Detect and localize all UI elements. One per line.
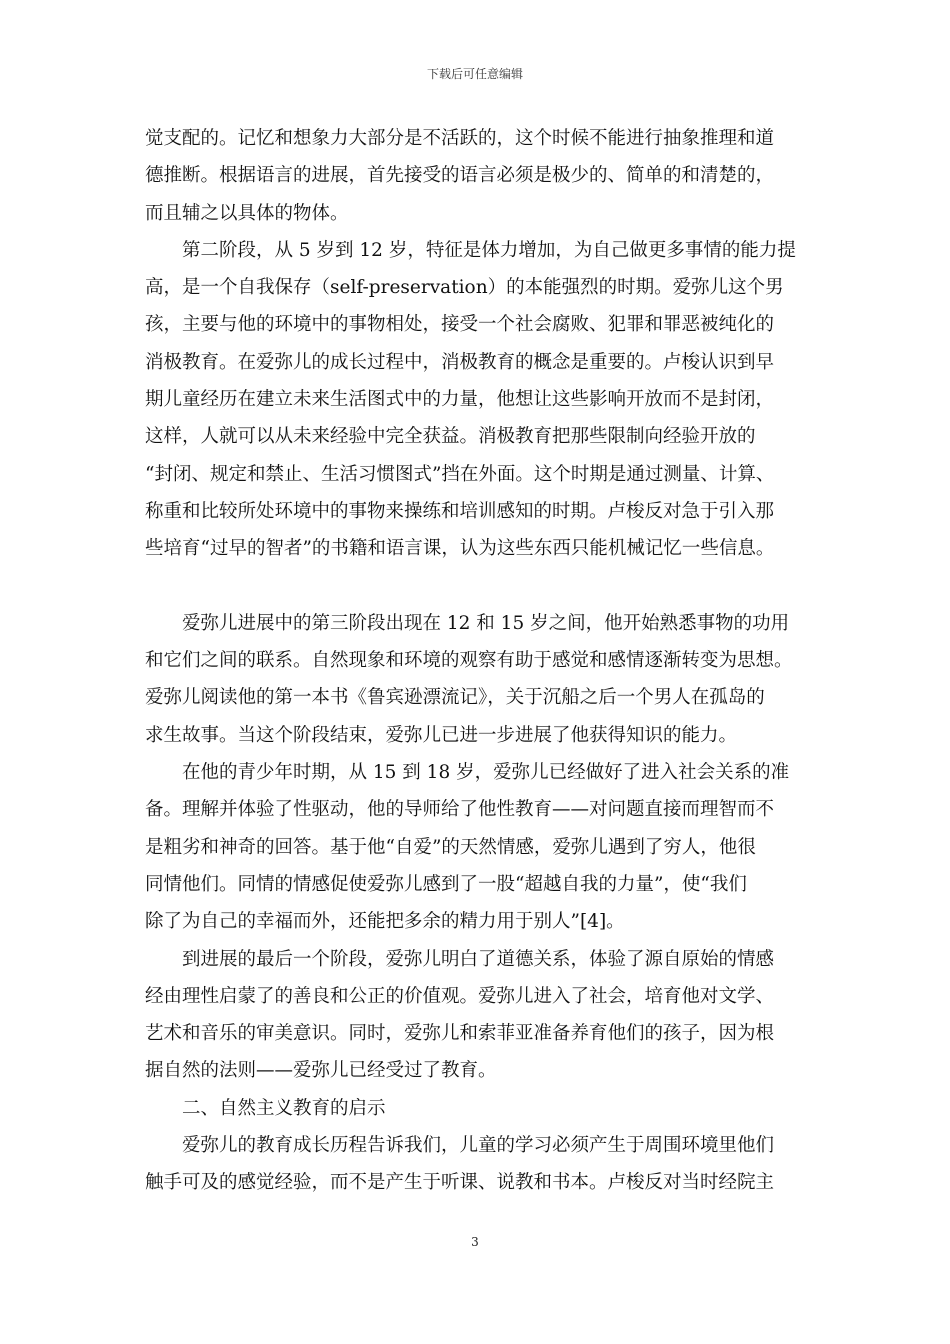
text-line: 德推断。根据语言的进展，首先接受的语言必须是极少的、简单的和清楚的， <box>145 165 775 187</box>
text-line: 备。理解并体验了性驱动，他的导师给了他性教育——对问题直接而理智而不 <box>145 799 775 821</box>
text-line: 触手可及的感觉经验，而不是产生于听课、说教和书本。卢梭反对当时经院主 <box>145 1172 775 1194</box>
text-line: 消极教育。在爱弥儿的成长过程中，消极教育的概念是重要的。卢梭认识到早 <box>145 351 775 373</box>
paragraph-start-line: 爱弥儿的教育成长历程告诉我们，儿童的学习必须产生于周围环境里他们 <box>182 1135 775 1157</box>
paragraph-start-line: 爱弥儿进展中的第三阶段出现在 12 和 15 岁之间，他开始熟悉事物的功用 <box>182 612 790 634</box>
section-heading: 二、自然主义教育的启示 <box>182 1097 386 1119</box>
text-line: 高，是一个自我保存（self-preservation）的本能强烈的时期。爱弥儿这个男 <box>145 277 784 299</box>
page-number: 3 <box>471 1235 479 1249</box>
text-line: “封闭、规定和禁止、生活习惯图式”挡在外面。这个时期是通过测量、计算、 <box>145 463 775 485</box>
page-header: 下载后可任意编辑 <box>426 67 523 81</box>
paragraph-start-line: 在他的青少年时期，从 15 到 18 岁，爱弥儿已经做好了进入社会关系的准 <box>182 762 790 784</box>
paragraph-start-line: 到进展的最后一个阶段，爱弥儿明白了道德关系，体验了源自原始的情感 <box>182 948 775 970</box>
text-line: 孩，主要与他的环境中的事物相处，接受一个社会腐败、犯罪和罪恶被纯化的 <box>145 314 775 336</box>
text-line: 和它们之间的联系。自然现象和环境的观察有助于感觉和感情逐渐转变为思想。 <box>145 650 793 672</box>
text-line: 经由理性启蒙了的善良和公正的价值观。爱弥儿进入了社会，培育他对文学、 <box>145 985 775 1007</box>
text-line: 而且辅之以具体的物体。 <box>145 202 349 224</box>
text-line: 期儿童经历在建立未来生活图式中的力量，他想让这些影响开放而不是封闭， <box>145 389 775 411</box>
text-line: 同情他们。同情的情感促使爱弥儿感到了一股“超越自我的力量”，使“我们 <box>145 873 747 895</box>
text-line: 是粗劣和神奇的回答。基于他“自爱”的天然情感，爱弥儿遇到了穷人，他很 <box>145 836 756 858</box>
text-line: 称重和比较所处环境中的事物来操练和培训感知的时期。卢梭反对急于引入那 <box>145 500 775 522</box>
paragraph-start-line: 第二阶段，从 5 岁到 12 岁，特征是体力增加，为自己做更多事情的能力提 <box>182 239 796 261</box>
text-line: 除了为自己的幸福而外，还能把多余的精力用于别人”[4]。 <box>145 911 625 933</box>
text-line: 求生故事。当这个阶段结束，爱弥儿已进一步进展了他获得知识的能力。 <box>145 724 738 746</box>
text-line: 些培育“过早的智者”的书籍和语言课，认为这些东西只能机械记忆一些信息。 <box>145 538 775 560</box>
body-text <box>145 120 805 1202</box>
text-line: 艺术和音乐的审美意识。同时，爱弥儿和索菲亚准备养育他们的孩子，因为根 <box>145 1023 775 1045</box>
text-line: 据自然的法则——爱弥儿已经受过了教育。 <box>145 1060 497 1082</box>
text-line: 这样，人就可以从未来经验中完全获益。消极教育把那些限制向经验开放的 <box>145 426 756 448</box>
text-line: 觉支配的。记忆和想象力大部分是不活跃的，这个时候不能进行抽象推理和道 <box>145 128 775 149</box>
paragraph-gap <box>145 568 805 605</box>
text-line: 爱弥儿阅读他的第一本书《鲁宾逊漂流记》，关于沉船之后一个男人在孤岛的 <box>145 687 765 709</box>
